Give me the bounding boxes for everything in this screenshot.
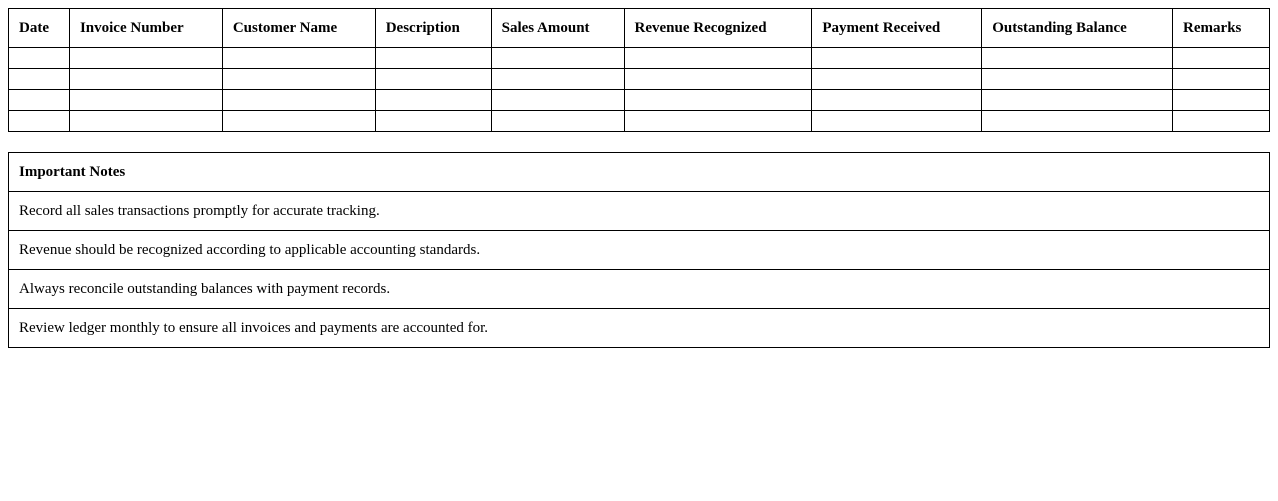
table-row <box>9 111 1270 132</box>
table-cell <box>1173 111 1270 132</box>
table-cell <box>982 111 1173 132</box>
notes-heading: Important Notes <box>9 153 1270 192</box>
table-cell <box>491 48 624 69</box>
column-header-revenue-recognized: Revenue Recognized <box>624 9 812 48</box>
table-cell <box>69 111 222 132</box>
column-header-payment-received: Payment Received <box>812 9 982 48</box>
table-cell <box>624 48 812 69</box>
table-cell <box>491 90 624 111</box>
column-header-remarks: Remarks <box>1173 9 1270 48</box>
table-cell <box>375 48 491 69</box>
table-cell <box>812 69 982 90</box>
table-cell <box>69 69 222 90</box>
table-cell <box>69 48 222 69</box>
note-row <box>9 231 1270 270</box>
table-cell <box>812 111 982 132</box>
notes-heading-row <box>9 153 1270 192</box>
ledger-header-row <box>9 9 1270 48</box>
note-item: Revenue should be recognized according to applicable accounting standards. <box>9 231 1270 270</box>
column-header-description: Description <box>375 9 491 48</box>
table-cell <box>1173 48 1270 69</box>
table-cell <box>982 48 1173 69</box>
note-item: Record all sales transactions promptly for accurate tracking. <box>9 192 1270 231</box>
column-header-date: Date <box>9 9 70 48</box>
column-header-invoice-number: Invoice Number <box>69 9 222 48</box>
table-cell <box>491 69 624 90</box>
table-cell <box>982 90 1173 111</box>
table-cell <box>982 69 1173 90</box>
table-cell <box>222 48 375 69</box>
table-cell <box>222 69 375 90</box>
table-cell <box>9 69 70 90</box>
table-cell <box>491 111 624 132</box>
column-header-outstanding-balance: Outstanding Balance <box>982 9 1173 48</box>
column-header-customer-name: Customer Name <box>222 9 375 48</box>
table-cell <box>222 90 375 111</box>
table-cell <box>812 90 982 111</box>
table-cell <box>624 90 812 111</box>
table-cell <box>222 111 375 132</box>
note-row <box>9 192 1270 231</box>
table-cell <box>375 90 491 111</box>
table-cell <box>1173 69 1270 90</box>
table-cell <box>69 90 222 111</box>
table-cell <box>9 90 70 111</box>
note-item: Always reconcile outstanding balances with payment records. <box>9 270 1270 309</box>
column-header-sales-amount: Sales Amount <box>491 9 624 48</box>
important-notes-table <box>8 152 1270 348</box>
table-cell <box>375 111 491 132</box>
table-cell <box>624 111 812 132</box>
table-cell <box>9 111 70 132</box>
note-item: Review ledger monthly to ensure all invoices and payments are accounted for. <box>9 309 1270 348</box>
table-cell <box>9 48 70 69</box>
table-cell <box>1173 90 1270 111</box>
table-row <box>9 69 1270 90</box>
table-row <box>9 90 1270 111</box>
table-cell <box>375 69 491 90</box>
sales-ledger-table <box>8 8 1270 132</box>
table-cell <box>624 69 812 90</box>
table-cell <box>812 48 982 69</box>
note-row <box>9 309 1270 348</box>
table-row <box>9 48 1270 69</box>
note-row <box>9 270 1270 309</box>
